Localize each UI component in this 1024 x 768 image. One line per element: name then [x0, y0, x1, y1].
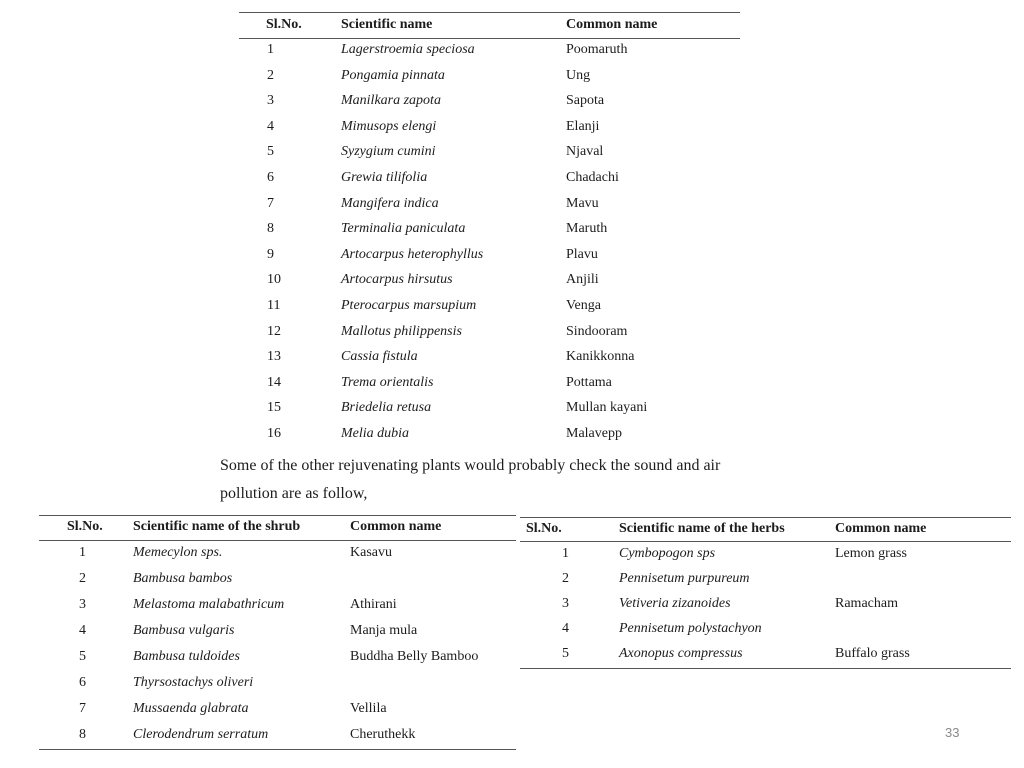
row-number: 2	[267, 67, 274, 83]
row-number: 5	[267, 144, 274, 160]
scientific-name: Bambusa tuldoides	[133, 649, 240, 664]
row-number: 4	[79, 623, 86, 638]
scientific-name: Lagerstroemia speciosa	[341, 42, 475, 57]
scientific-name: Cassia fistula	[341, 349, 418, 365]
scientific-name: Clerodendrum serratum	[133, 727, 269, 742]
table-top-rule	[39, 515, 516, 516]
header-scientific-name: Scientific name	[341, 17, 433, 32]
common-name: Plavu	[566, 246, 598, 262]
scientific-name: Briedelia retusa	[341, 400, 432, 416]
scientific-name: Grewia tilifolia	[341, 170, 428, 185]
common-name: Manja mula	[350, 623, 418, 638]
row-number: 8	[267, 221, 274, 237]
scientific-name: Mimusops elengi	[341, 118, 437, 134]
table-bottom-rule	[39, 749, 516, 750]
row-number: 2	[79, 571, 86, 586]
header-sl-no: Sl.No.	[67, 519, 103, 534]
herb-table	[520, 515, 1011, 675]
scientific-name: Mangifera indica	[341, 195, 439, 211]
table-header-rule	[39, 540, 516, 541]
row-number: 6	[79, 675, 86, 690]
common-name: Sapota	[566, 93, 605, 109]
scientific-name: Pennisetum purpureum	[619, 571, 750, 586]
header-common-name: Common name	[350, 519, 442, 534]
shrub-table	[39, 515, 516, 755]
scientific-name: Vetiveria zizanoides	[619, 596, 731, 611]
scientific-name: Pennisetum polystachyon	[619, 621, 762, 636]
common-name: Ung	[566, 67, 591, 83]
common-name: Lemon grass	[835, 546, 907, 561]
common-name: Mullan kayani	[566, 400, 648, 416]
scientific-name: Pongamia pinnata	[341, 67, 445, 83]
row-number: 12	[267, 323, 281, 339]
common-name: Chadachi	[566, 170, 619, 185]
body-paragraph: Some of the other rejuvenating plants would probably check the sound and air pollution are as follow,	[220, 457, 721, 502]
scientific-name: Mallotus philippensis	[341, 323, 462, 339]
header-scientific-name: Scientific name of the shrub	[133, 519, 301, 534]
common-name: Vellila	[350, 701, 387, 716]
scientific-name: Artocarpus heterophyllus	[341, 246, 484, 262]
common-name: Buddha Belly Bamboo	[350, 649, 479, 664]
common-name: Mavu	[566, 195, 599, 211]
scientific-name: Pterocarpus marsupium	[341, 298, 477, 313]
common-name: Pottama	[566, 374, 612, 390]
scientific-name: Axonopus compressus	[619, 646, 743, 661]
common-name: Elanji	[566, 118, 600, 134]
table-bottom-rule	[520, 668, 1011, 669]
row-number: 13	[267, 349, 281, 365]
common-name: Venga	[566, 298, 601, 313]
common-name: Maruth	[566, 221, 608, 237]
table-top-rule	[239, 12, 740, 13]
row-number: 7	[267, 195, 274, 211]
scientific-name: Bambusa vulgaris	[133, 623, 235, 638]
row-number: 3	[562, 596, 569, 611]
scientific-name: Syzygium cumini	[341, 144, 436, 160]
header-common-name: Common name	[835, 521, 927, 536]
page-number: 33	[945, 725, 960, 740]
row-number: 1	[267, 42, 274, 57]
common-name: Kanikkonna	[566, 349, 635, 365]
table-top-rule	[520, 517, 1011, 518]
row-number: 9	[267, 246, 274, 262]
row-number: 11	[267, 298, 281, 313]
row-number: 16	[267, 426, 281, 441]
row-number: 5	[79, 649, 86, 664]
row-number: 10	[267, 272, 281, 288]
common-name: Athirani	[350, 597, 397, 612]
header-sl-no: Sl.No.	[526, 521, 562, 536]
common-name: Njaval	[566, 144, 604, 160]
row-number: 5	[562, 646, 569, 661]
row-number: 6	[267, 170, 274, 185]
table-header-rule	[520, 541, 1011, 542]
row-number: 8	[79, 727, 86, 742]
row-number: 4	[267, 118, 274, 134]
scientific-name: Trema orientalis	[341, 374, 434, 390]
common-name: Cheruthekk	[350, 727, 416, 742]
common-name: Kasavu	[350, 545, 392, 560]
scientific-name: Artocarpus hirsutus	[341, 272, 453, 288]
row-number: 1	[562, 546, 569, 561]
scientific-name: Terminalia paniculata	[341, 221, 466, 237]
scientific-name: Bambusa bambos	[133, 571, 233, 586]
common-name: Poomaruth	[566, 42, 628, 57]
scientific-name: Manilkara zapota	[341, 93, 441, 109]
row-number: 1	[79, 545, 86, 560]
row-number: 14	[267, 374, 281, 390]
header-common-name: Common name	[566, 17, 658, 32]
row-number: 15	[267, 400, 281, 416]
row-number: 3	[79, 597, 86, 612]
header-scientific-name: Scientific name of the herbs	[619, 521, 785, 536]
main-plant-table	[239, 0, 740, 450]
scientific-name: Melastoma malabathricum	[133, 597, 285, 612]
scientific-name: Memecylon sps.	[133, 545, 223, 560]
scientific-name: Thyrsostachys oliveri	[133, 675, 254, 690]
scientific-name: Melia dubia	[341, 426, 410, 441]
table-header-rule	[239, 38, 740, 39]
row-number: 7	[79, 701, 86, 716]
row-number: 3	[267, 93, 274, 109]
scientific-name: Cymbopogon sps	[619, 546, 716, 561]
common-name: Sindooram	[566, 323, 628, 339]
row-number: 4	[562, 621, 569, 636]
common-name: Anjili	[566, 272, 599, 288]
header-sl-no: Sl.No.	[266, 17, 302, 32]
common-name: Ramacham	[835, 596, 898, 611]
common-name: Malavepp	[566, 426, 622, 441]
common-name: Buffalo grass	[835, 646, 910, 661]
row-number: 2	[562, 571, 569, 586]
scientific-name: Mussaenda glabrata	[133, 701, 249, 716]
